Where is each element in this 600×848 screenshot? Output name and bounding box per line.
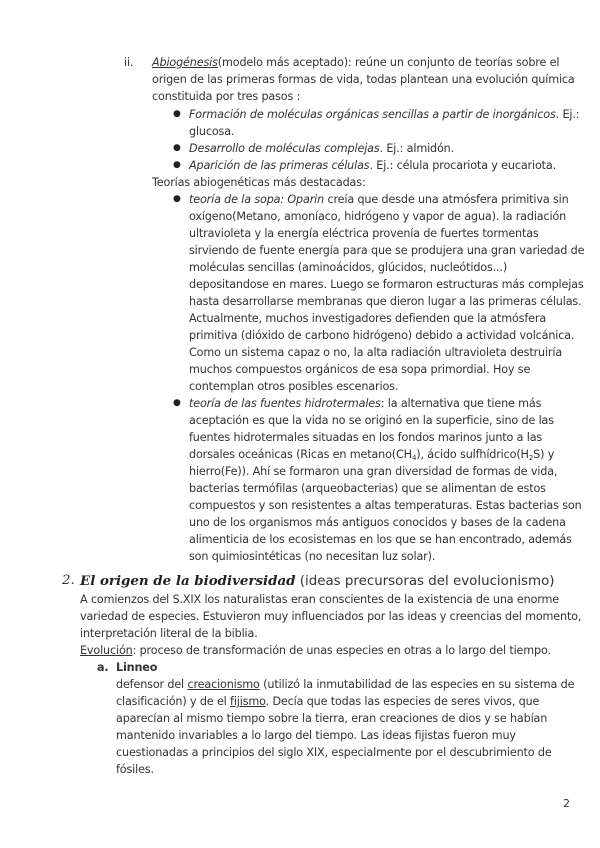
sopa-line: ultravioleta y la energía eléctrica provenía de fuertes tormentas (189, 227, 539, 240)
sopa-line: hasta desarrollarse membranas que dieron lugar a las primeras células. (189, 295, 582, 308)
linneo-line: mantenido invariables a lo largo del tiempo. Las ideas fijistas fueron muy (116, 729, 516, 742)
linneo-heading: Linneo (116, 661, 158, 674)
intro-line: interpretación literal de la biblia. (80, 627, 258, 640)
fuentes-line: bacterias termófilas (arqueobacterias) que se alimentan de estos (189, 482, 546, 495)
fuentes-line: hierro(Fe)). Ahí se formaron una gran diversidad de formas de vida, (189, 465, 558, 478)
sopa-line: primitiva (dióxido de carbono hidrógeno) debido a actividad volcánica. (189, 329, 575, 342)
step-2: Desarrollo de moléculas complejas. Ej.: almidón. (189, 142, 455, 155)
intro-line: variedad de especies. Estuvieron muy influenciados por las ideas y creencias del momento, (80, 610, 582, 623)
theories-intro: Teorías abiogenéticas más destacadas: (152, 176, 366, 189)
step-1-cont: glucosa. (189, 125, 235, 138)
fuentes-line-1: teoría de las fuentes hidrotermales: la alternativa que tiene más (189, 397, 542, 410)
evolucion-definition: Evolución: proceso de transformación de unas especies en otras a lo largo del tiempo. (80, 644, 551, 657)
fuentes-line: compuestos y son resistentes a altas temperaturas. Estas bacterias son (189, 499, 582, 512)
abiogenesis-line-3: constituida por tres pasos : (152, 90, 301, 103)
list-marker-ii: ii. (124, 56, 134, 69)
fuentes-line: son quimiosintéticas (no necesitan luz solar). (189, 550, 436, 563)
fuentes-line: alimenticia de los ecosistemas en los que se han encontrado, además (189, 533, 572, 546)
sopa-line-1: teoría de la sopa: Oparin creía que desde una atmósfera primitiva sin (189, 193, 569, 206)
step-3: Aparición de las primeras células. Ej.: célula procariota y eucariota. (189, 159, 557, 172)
sopa-line: moléculas sencillas (aminoácidos, glúcidos, nucleótidos...) (189, 261, 508, 274)
section-heading (80, 572, 555, 591)
fuentes-line: fuentes hidrotermales situadas en los fondos marinos junto a las (189, 431, 543, 444)
sopa-line: contemplan otros posibles escenarios. (189, 380, 399, 393)
bullet-icon: ● (173, 398, 181, 408)
section-subtitle: (ideas precursoras del evolucionismo) (295, 574, 555, 589)
bullet-icon: ● (173, 143, 181, 153)
section-number: 2. (62, 573, 75, 588)
fuentes-line: uno de los organismos más antiguos conocidos y bases de la cadena (189, 516, 566, 529)
step-1: Formación de moléculas orgánicas sencillas a partir de inorgánicos. Ej.: (189, 108, 580, 121)
linneo-line: cuestionadas a principios del siglo XIX, especialmente por el descubrimiento de (116, 746, 552, 759)
fuentes-line-4: dorsales oceánicas (Ricas en $metano(CH_4)$, ácido $sulfhídrico(H_2S)$ y (189, 448, 555, 462)
sopa-line: oxígeno(Metano, amoníaco, hidrógeno y vapor de agua). la radiación (189, 210, 567, 223)
creacionismo-term: creacionismo (187, 678, 260, 691)
section-title: El origen de la biodiversidad (80, 573, 296, 589)
linneo-line: fósiles. (116, 763, 154, 776)
sopa-line: sirviendo de fuente energía para que se produjera una gran variedad de (189, 244, 585, 257)
linneo-line: aparecían al mismo tiempo sobre la tierra, eran creaciones de dios y se habían (116, 712, 548, 725)
linneo-line-1: defensor del creacionismo (utilizó la inmutabilidad de las especies en su sistema de (116, 678, 575, 691)
abiogenesis-term: Abiogénesis (152, 56, 218, 69)
linneo-line-2: clasificación) y de el fijismo. Decía que todas las especies de seres vivos, que (116, 695, 540, 708)
fuentes-line: aceptación es que la vida no se originó en la superficie, sino de las (189, 414, 554, 427)
fijismo-term: fijismo (230, 695, 266, 708)
intro-line: A comienzos del S.XIX los naturalistas eran conscientes de la existencia de una enorme (80, 593, 560, 606)
abiogenesis-line-1: Abiogénesis(modelo más aceptado): reúne un conjunto de teorías sobre el (152, 56, 560, 69)
list-marker-a: a. (97, 661, 109, 674)
bullet-icon: ● (173, 109, 181, 119)
bullet-icon: ● (173, 160, 181, 170)
sopa-line: Como un sistema capaz o no, la alta radiación ultravioleta destruiría (189, 346, 563, 359)
abiogenesis-line-2: origen de las primeras formas de vida, todas plantean una evolución química (152, 73, 575, 86)
sopa-line: depositandose en mares. Luego se formaron estructuras más complejas (189, 278, 584, 291)
evolucion-term: Evolución (80, 644, 133, 657)
page-number: 2 (563, 797, 570, 810)
sopa-line: Actualmente, muchos investigadores defienden que la atmósfera (189, 312, 547, 325)
bullet-icon: ● (173, 194, 181, 204)
sopa-line: muchos compuestos orgánicos de esa sopa primordial. Hoy se (189, 363, 531, 376)
